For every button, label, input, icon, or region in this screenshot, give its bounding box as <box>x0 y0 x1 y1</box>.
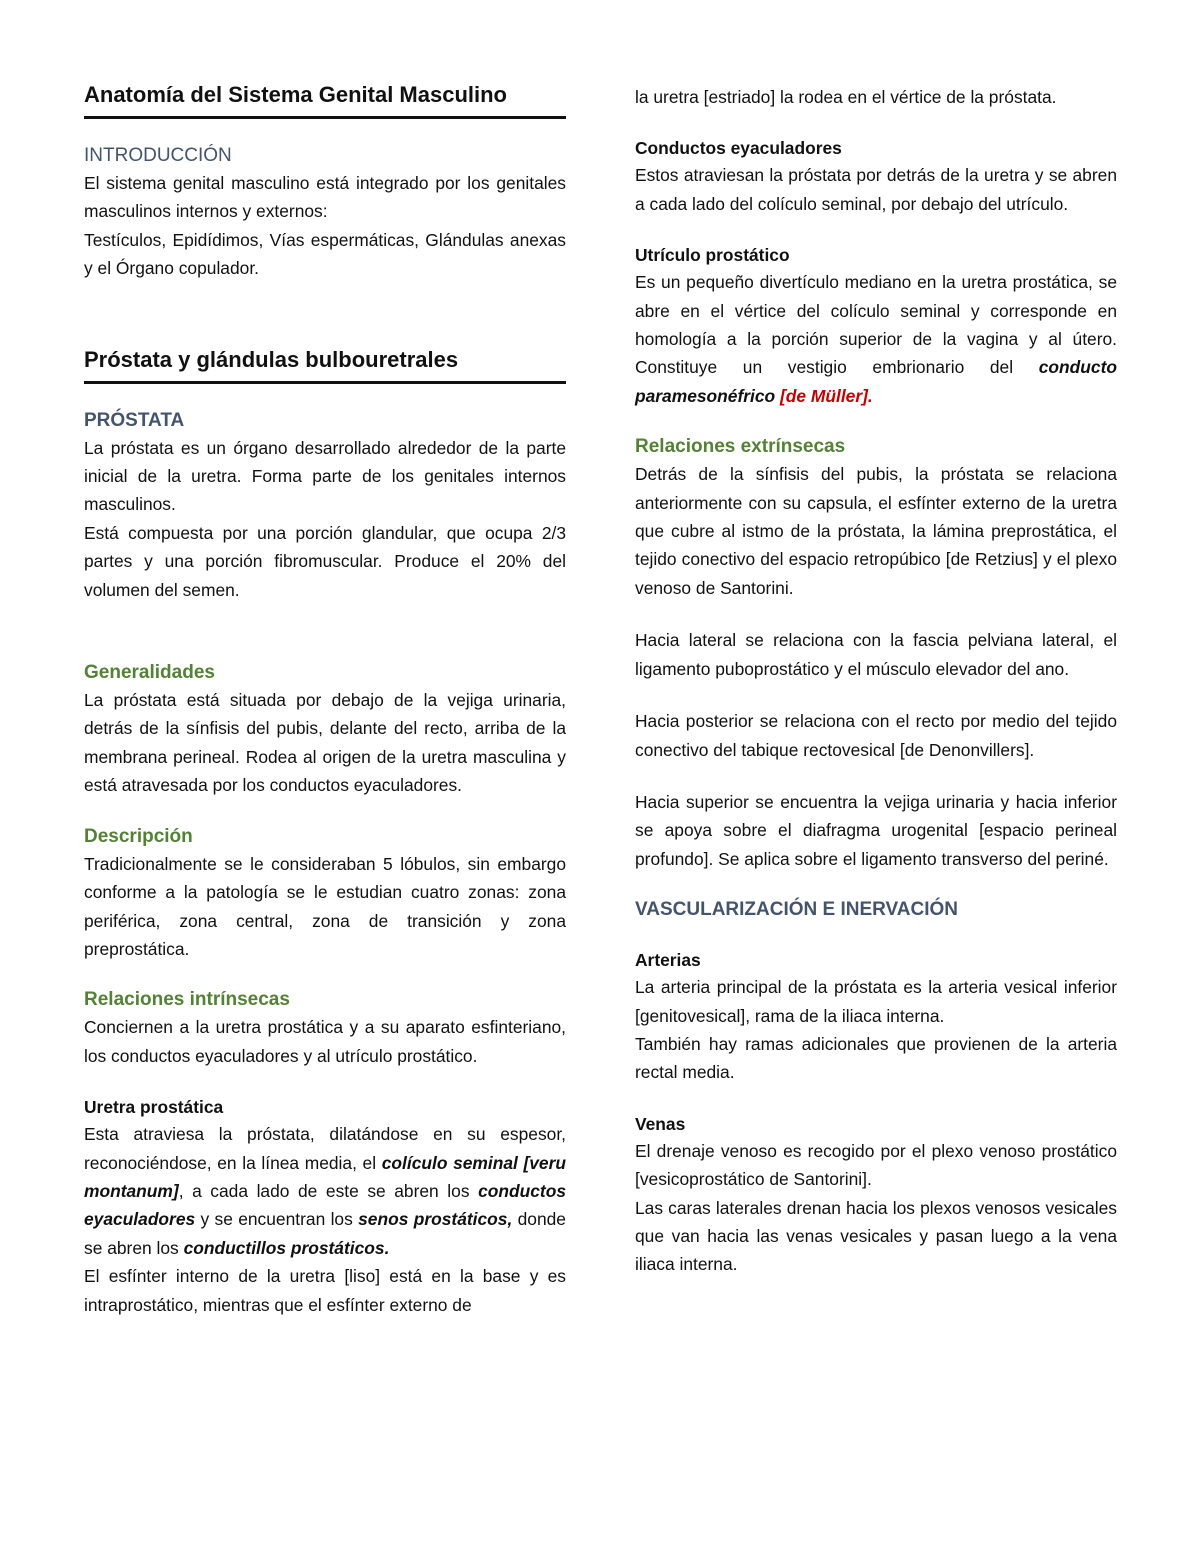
uretra-text-a: Esta atraviesa la próstata, dilatándose en su espesor, reconociéndose, en la línea media, el <box>84 1124 566 1173</box>
left-column <box>84 80 566 1319</box>
arterias-paragraph-2: También hay ramas adicionales que provienen de la arteria rectal media. <box>635 1033 1117 1083</box>
vascularizacion-heading: VASCULARIZACIÓN E INERVACIÓN <box>635 899 959 921</box>
uretra-heading: Uretra prostática <box>84 1097 224 1118</box>
relaciones-extrinsecas-paragraph-4: Hacia superior se encuentra la vejiga urinaria y hacia inferior se apoya sobre el diafragma urogenital [espacio perineal profundo]. Se aplica sobre el ligamento transverso del periné. <box>635 791 1117 869</box>
prostata-paragraph-1: La próstata es un órgano desarrollado alrededor de la parte inicial de la uretra. Forma parte de los genitales internos masculinos. <box>84 437 566 515</box>
conductos-heading: Conductos eyaculadores <box>635 138 842 159</box>
arterias-paragraph-1: La arteria principal de la próstata es la arteria vesical inferior [genitovesical], rama de la iliaca interna. <box>635 977 1117 1026</box>
uretra-term-conductillos: conductillos prostáticos. <box>183 1237 390 1258</box>
section-title: Próstata y glándulas bulbouretrales <box>84 345 566 384</box>
relaciones-extrinsecas-paragraph-2: Hacia lateral se relaciona con la fascia pelviana lateral, el ligamento puboprostático y el músculo elevador del ano. <box>635 630 1117 679</box>
intro-paragraph-2: Testículos, Epidídimos, Vías espermáticas, Glándulas anexas y el Órgano copulador. <box>84 229 566 279</box>
relaciones-extrinsecas-paragraph-3: Hacia posterior se relaciona con el recto por medio del tejido conectivo del tabique rectovesical [de Denonvillers]. <box>635 711 1117 760</box>
utriculo-paragraph <box>635 268 1117 410</box>
uretra-term-conductos: conductos eyaculadores <box>84 1180 566 1230</box>
utriculo-heading: Utrículo prostático <box>635 245 790 266</box>
venas-paragraph-2: Las caras laterales drenan hacia los plexos venosos vesicales que van hacia las venas vesicales y pasan luego a la vena iliaca interna. <box>635 1197 1117 1275</box>
relaciones-intrinsecas-paragraph: Conciernen a la uretra prostática y a su aparato esfinteriano, los conductos eyaculadores y al utrículo prostático. <box>84 1017 566 1066</box>
conductos-paragraph: Estos atraviesan la próstata por detrás de la uretra y se abren a cada lado del colículo seminal, por debajo del utrículo. <box>635 165 1117 214</box>
prostata-paragraph-2: Está compuesta por una porción glandular, que ocupa 2/3 partes y una porción fibromuscular. Produce el 20% del volumen del semen. <box>84 522 566 600</box>
generalidades-heading: Generalidades <box>84 662 215 684</box>
uretra-paragraph <box>84 1120 566 1262</box>
uretra-term-senos: senos prostáticos, <box>358 1209 513 1230</box>
right-column <box>635 83 1117 1279</box>
utriculo-term: conducto paramesonéfrico <box>635 357 1117 406</box>
relaciones-extrinsecas-paragraph-1: Detrás de la sínfisis del pubis, la próstata se relaciona anteriormente con su capsula, el esfínter externo de la uretra que cubre al istmo de la próstata, la lámina preprostática, el tejido conectivo del espacio retropúbico [de Retzius] y el plexo venoso de Santorini. <box>635 464 1117 598</box>
descripcion-paragraph: Tradicionalmente se le consideraban 5 lóbulos, sin embargo conforme a la patología se le estudian cuatro zonas: zona periférica, zona central, zona de transición y zona preprostática. <box>84 853 566 959</box>
venas-paragraph-1: El drenaje venoso es recogido por el plexo venoso prostático [vesicoprostático de Santorini]. <box>635 1140 1117 1190</box>
utriculo-text-a: Es un pequeño divertículo mediano en la uretra prostática, se abre en el vértice del colículo seminal y corresponde en homología a la porción superior de la vagina y al útero. Constituye un vestigio embrionario del <box>635 272 1117 378</box>
uretra-term-coliculo: colículo seminal [veru montanum] <box>84 1152 566 1201</box>
continued-paragraph: la uretra [estriado] la rodea en el vértice de la próstata. <box>635 87 1057 107</box>
generalidades-paragraph: La próstata está situada por debajo de la vejiga urinaria, detrás de la sínfisis del pubis, delante del recto, arriba de la membrana perineal. Rodea al origen de la uretra masculina y está atravesada por los conductos eyaculadores. <box>84 690 566 796</box>
uretra-text-e: y se encuentran los <box>195 1209 359 1230</box>
arterias-heading: Arterias <box>635 950 701 971</box>
venas-heading: Venas <box>635 1113 686 1134</box>
uretra-text-c: , a cada lado de este se abren los <box>178 1180 479 1201</box>
relaciones-extrinsecas-heading: Relaciones extrínsecas <box>635 436 846 458</box>
intro-paragraph-1: El sistema genital masculino está integrado por los genitales masculinos internos y externos: <box>84 173 566 222</box>
intro-heading: INTRODUCCIÓN <box>84 145 232 166</box>
descripcion-heading: Descripción <box>84 825 193 847</box>
prostata-heading: PRÓSTATA <box>84 409 185 431</box>
utriculo-term-muller: [de Müller]. <box>775 385 873 406</box>
relaciones-intrinsecas-heading: Relaciones intrínsecas <box>84 989 290 1011</box>
document-title: Anatomía del Sistema Genital Masculino <box>84 80 566 119</box>
uretra-text-g: donde se abren los <box>84 1209 566 1258</box>
uretra-paragraph-2: El esfínter interno de la uretra [liso] está en la base y es intraprostático, mientras que el esfínter externo de <box>84 1266 566 1315</box>
